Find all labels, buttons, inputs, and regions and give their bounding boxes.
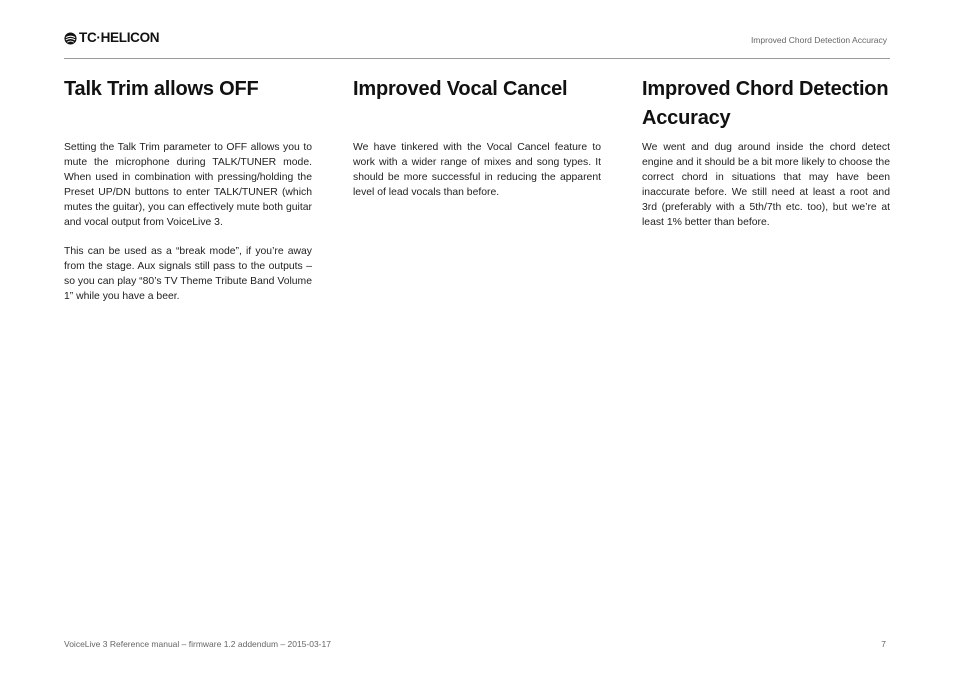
page-number: 7: [881, 639, 886, 649]
paragraph: We went and dug around inside the chord detect engine and it should be a bit more likely to choose the correct chord in situations that may have been inaccurate before. We still need at least a root and 3rd (preferably with a 5th/7th etc. too), but we’re at least 1% better than before.: [642, 142, 890, 228]
column-talk-trim: [64, 75, 312, 319]
page-footer: [64, 639, 886, 649]
page-header: [64, 30, 890, 59]
tc-helicon-logo: [64, 31, 159, 45]
paragraph: This can be used as a “break mode”, if you’re away from the stage. Aux signals still pass to the outputs – so you can play “80’s TV Theme Tribute Band Volume 1” while you have a beer.: [64, 246, 312, 302]
logo-wordmark: TC·HELICON: [79, 30, 160, 45]
section-title: Talk Trim allows OFF: [64, 78, 259, 100]
column-chord-detection: [642, 75, 890, 245]
section-title: Improved Chord Detection Accuracy: [642, 78, 889, 129]
footer-document-info: VoiceLive 3 Reference manual – firmware 1.2 addendum – 2015-03-17: [64, 639, 331, 649]
section-title: Improved Vocal Cancel: [353, 78, 568, 100]
paragraph: We have tinkered with the Vocal Cancel feature to work with a wider range of mixes and song types. It should be more successful in reducing the apparent level of lead vocals than before.: [353, 142, 601, 198]
column-vocal-cancel: [353, 75, 601, 215]
paragraph: Setting the Talk Trim parameter to OFF allows you to mute the microphone during TALK/TUNER mode. When used in combination with pressing/holding the Preset UP/DN buttons to enter TALK/TUNER (which mutes the guitar), you can effectively mute both guitar and vocal output from VoiceLive 3.: [64, 142, 312, 228]
helicon-globe-icon: [64, 32, 77, 45]
running-head: Improved Chord Detection Accuracy: [750, 35, 887, 45]
